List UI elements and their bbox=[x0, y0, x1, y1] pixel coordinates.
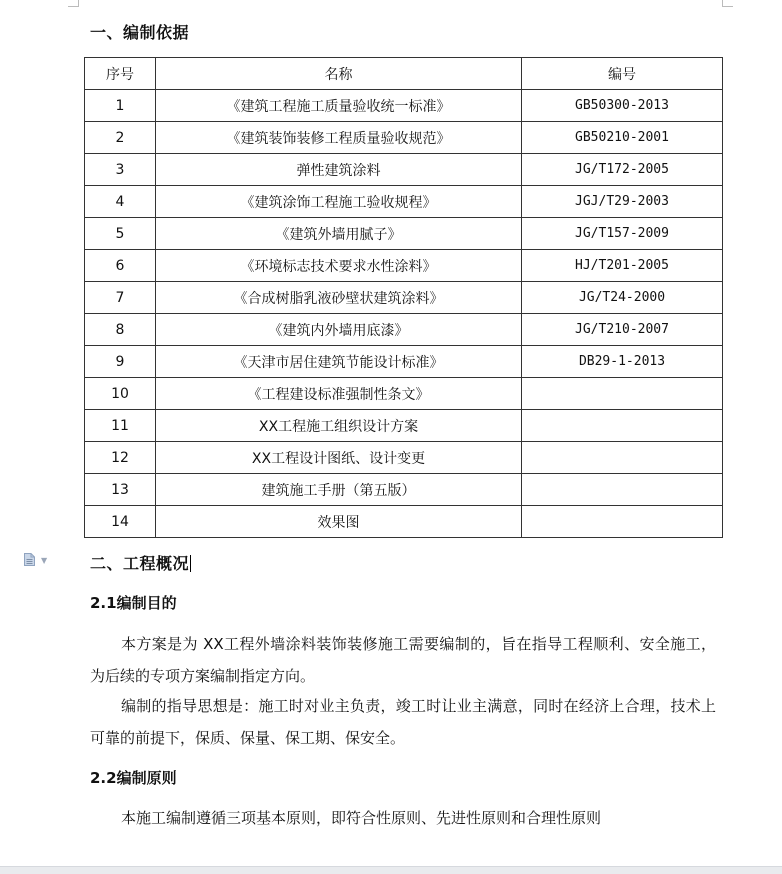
table-row bbox=[85, 474, 723, 506]
paragraph-principles[interactable]: 本施工编制遵循三项基本原则，即符合性原则、先进性原则和合理性原则 bbox=[121, 809, 602, 827]
table-row bbox=[85, 442, 723, 474]
row-name-cell[interactable]: 效果图 bbox=[156, 506, 522, 538]
table-row bbox=[85, 218, 723, 250]
table-row bbox=[85, 282, 723, 314]
table-row bbox=[85, 506, 723, 538]
row-name-cell[interactable]: 建筑施工手册（第五版） bbox=[156, 474, 522, 506]
subsection-2-1-heading[interactable]: 2.1编制目的 bbox=[90, 594, 177, 612]
text-cursor bbox=[190, 555, 191, 572]
table-row bbox=[85, 378, 723, 410]
row-code-cell[interactable] bbox=[522, 378, 723, 410]
row-number-cell[interactable]: 13 bbox=[85, 474, 156, 506]
subsection-2-2-heading[interactable]: 2.2编制原则 bbox=[90, 769, 177, 787]
document-icon[interactable] bbox=[24, 553, 35, 566]
paragraph-purpose[interactable]: 本方案是为 XX工程外墙涂料装饰装修施工需要编制的，旨在指导工程顺利、安全施工，为后续的专项方案编制指定方向。 bbox=[90, 635, 716, 685]
row-code-cell[interactable]: JG/T210-2007 bbox=[522, 314, 723, 346]
section-1-heading[interactable]: 一、编制依据 bbox=[90, 23, 190, 42]
table-row bbox=[85, 186, 723, 218]
table-row bbox=[85, 154, 723, 186]
row-code-cell[interactable]: JG/T24-2000 bbox=[522, 282, 723, 314]
row-name-cell[interactable]: 《环境标志技术要求水性涂料》 bbox=[156, 250, 522, 282]
row-code-cell[interactable]: JGJ/T29-2003 bbox=[522, 186, 723, 218]
row-number-cell[interactable]: 9 bbox=[85, 346, 156, 378]
header-name[interactable]: 名称 bbox=[156, 58, 522, 90]
row-name-cell[interactable]: 《工程建设标准强制性条文》 bbox=[156, 378, 522, 410]
table-row bbox=[85, 90, 723, 122]
row-code-cell[interactable]: GB50210-2001 bbox=[522, 122, 723, 154]
row-number-cell[interactable]: 7 bbox=[85, 282, 156, 314]
table-row bbox=[85, 250, 723, 282]
row-number-cell[interactable]: 1 bbox=[85, 90, 156, 122]
table-row bbox=[85, 346, 723, 378]
table-row bbox=[85, 410, 723, 442]
row-code-cell[interactable]: JG/T172-2005 bbox=[522, 154, 723, 186]
row-number-cell[interactable]: 14 bbox=[85, 506, 156, 538]
header-code[interactable]: 编号 bbox=[522, 58, 723, 90]
page-corner-mark-right bbox=[722, 0, 733, 7]
table-row bbox=[85, 314, 723, 346]
section-2-heading[interactable]: 二、工程概况 bbox=[90, 554, 190, 573]
row-name-cell[interactable]: 弹性建筑涂料 bbox=[156, 154, 522, 186]
row-number-cell[interactable]: 8 bbox=[85, 314, 156, 346]
row-number-cell[interactable]: 12 bbox=[85, 442, 156, 474]
row-code-cell[interactable]: DB29-1-2013 bbox=[522, 346, 723, 378]
row-number-cell[interactable]: 2 bbox=[85, 122, 156, 154]
header-no[interactable]: 序号 bbox=[85, 58, 156, 90]
row-name-cell[interactable]: 《建筑内外墙用底漆》 bbox=[156, 314, 522, 346]
row-name-cell[interactable]: XX工程设计图纸、设计变更 bbox=[156, 442, 522, 474]
row-name-cell[interactable]: 《合成树脂乳液砂壁状建筑涂料》 bbox=[156, 282, 522, 314]
row-number-cell[interactable]: 5 bbox=[85, 218, 156, 250]
row-code-cell[interactable] bbox=[522, 474, 723, 506]
row-code-cell[interactable]: GB50300-2013 bbox=[522, 90, 723, 122]
row-code-cell[interactable] bbox=[522, 442, 723, 474]
page-corner-mark-left bbox=[68, 0, 79, 7]
table-header-row bbox=[85, 58, 723, 90]
row-name-cell[interactable]: 《天津市居住建筑节能设计标准》 bbox=[156, 346, 522, 378]
row-code-cell[interactable] bbox=[522, 506, 723, 538]
row-code-cell[interactable]: JG/T157-2009 bbox=[522, 218, 723, 250]
row-number-cell[interactable]: 6 bbox=[85, 250, 156, 282]
basis-table[interactable] bbox=[84, 57, 723, 538]
row-number-cell[interactable]: 4 bbox=[85, 186, 156, 218]
row-name-cell[interactable]: 《建筑外墙用腻子》 bbox=[156, 218, 522, 250]
row-name-cell[interactable]: XX工程施工组织设计方案 bbox=[156, 410, 522, 442]
row-name-cell[interactable]: 《建筑装饰装修工程质量验收规范》 bbox=[156, 122, 522, 154]
table-row bbox=[85, 122, 723, 154]
chevron-down-icon[interactable]: ▼ bbox=[41, 556, 48, 565]
row-name-cell[interactable]: 《建筑涂饰工程施工验收规程》 bbox=[156, 186, 522, 218]
row-number-cell[interactable]: 3 bbox=[85, 154, 156, 186]
row-number-cell[interactable]: 11 bbox=[85, 410, 156, 442]
row-code-cell[interactable] bbox=[522, 410, 723, 442]
paragraph-guiding-idea[interactable]: 编制的指导思想是：施工时对业主负责，竣工时让业主满意，同时在经济上合理，技术上可靠的前提下，保质、保量、保工期、保安全。 bbox=[90, 697, 716, 747]
row-code-cell[interactable]: HJ/T201-2005 bbox=[522, 250, 723, 282]
row-name-cell[interactable]: 《建筑工程施工质量验收统一标准》 bbox=[156, 90, 522, 122]
row-number-cell[interactable]: 10 bbox=[85, 378, 156, 410]
